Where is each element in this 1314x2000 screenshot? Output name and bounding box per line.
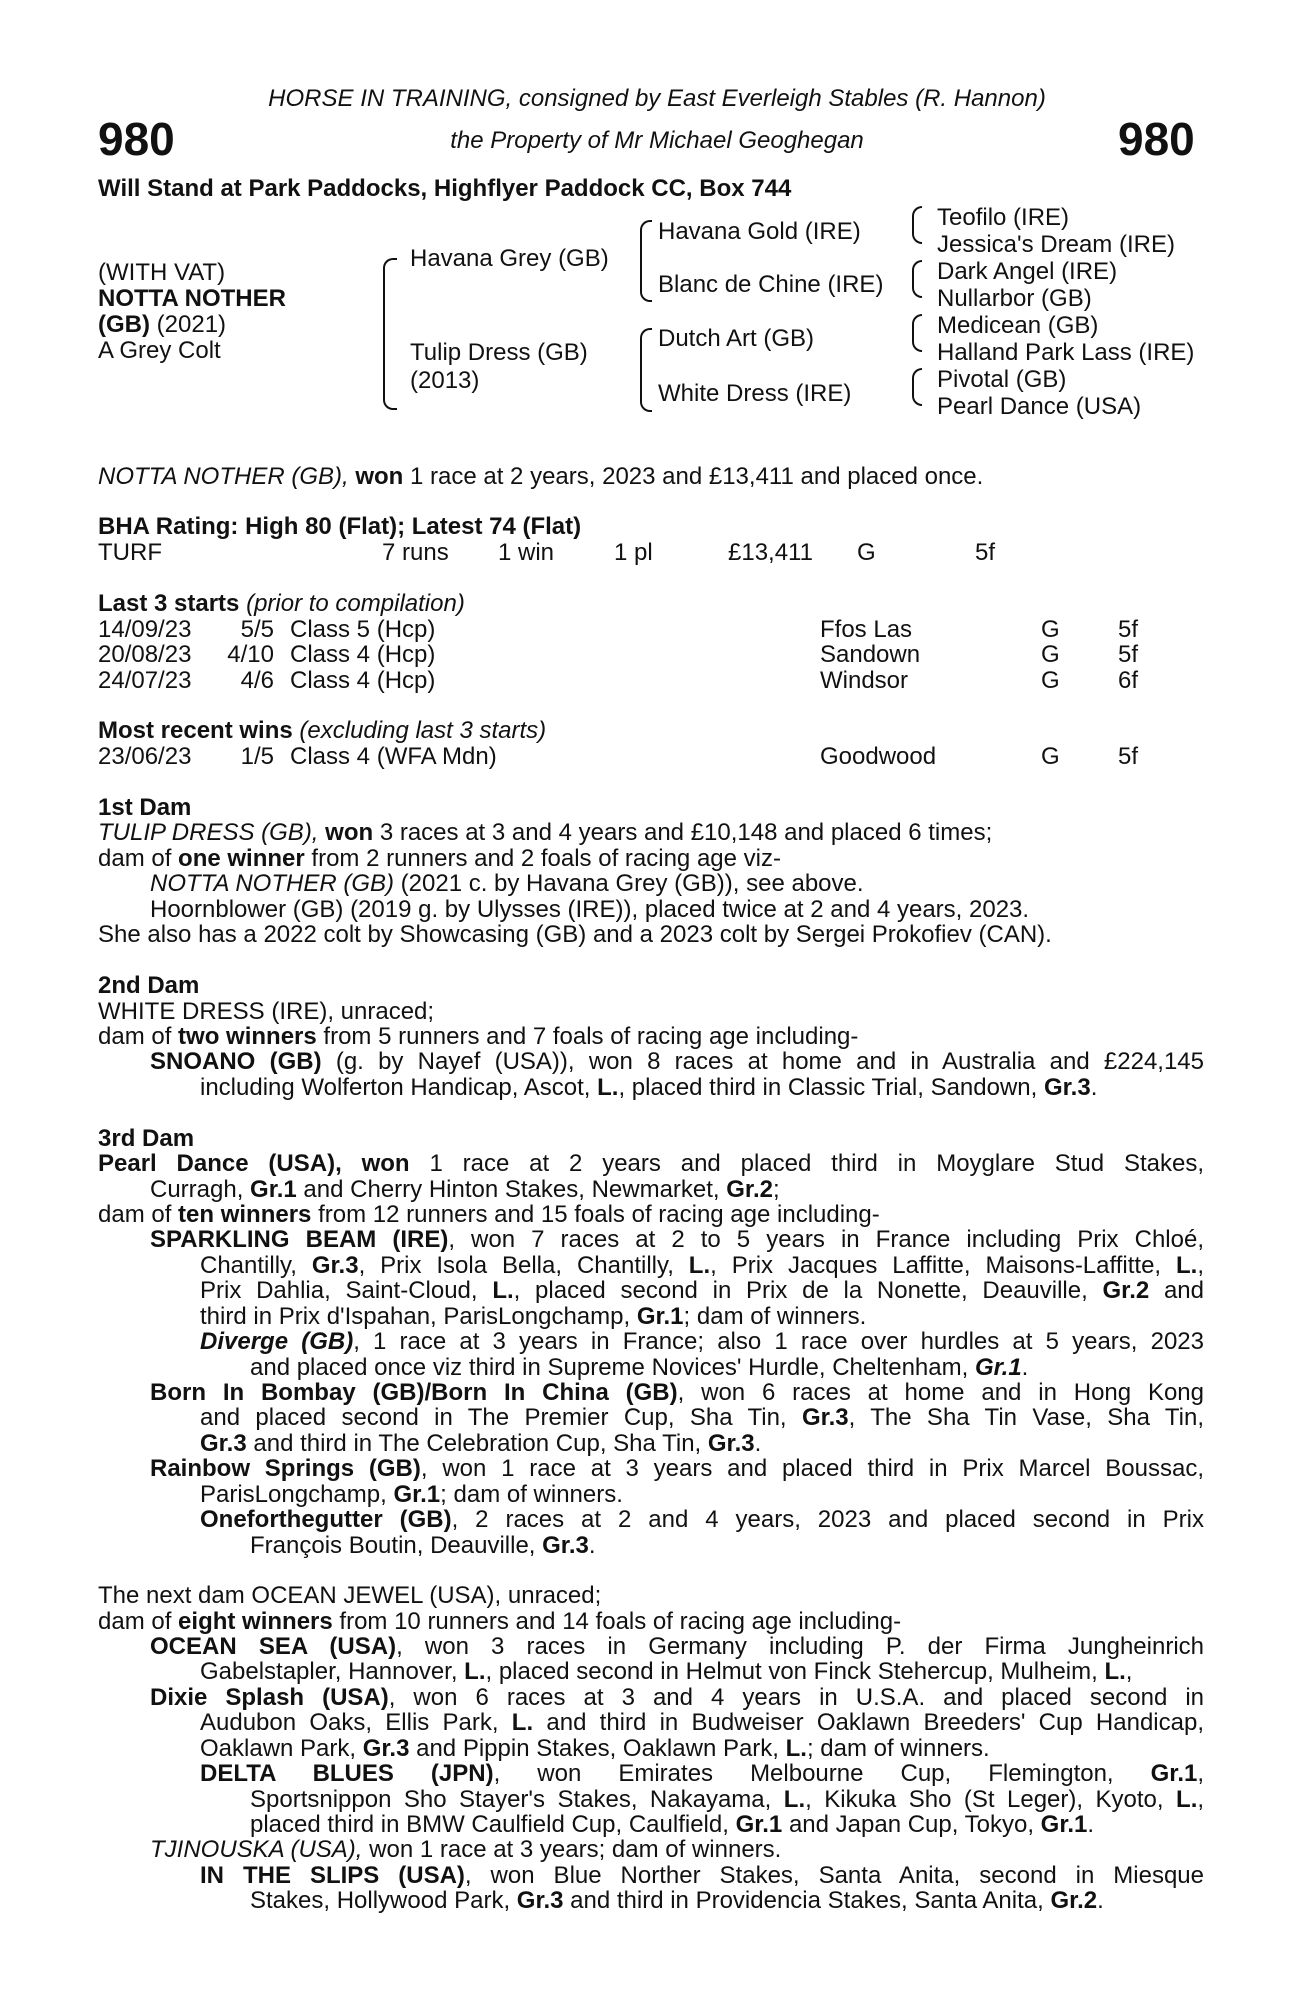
dam2-produce [98, 1024, 858, 1050]
text: placed third in BMW Caulfield Cup, Caulfield, [250, 1811, 729, 1838]
delta-blues-line-1 [200, 1761, 1204, 1787]
born-in-bombay-line-2 [200, 1405, 1204, 1431]
dam1-title: 1st Dam [98, 794, 192, 821]
win-course: Goodwood [820, 743, 937, 770]
pedigree-brace-g1 [912, 206, 922, 244]
start-course: Sandown [820, 641, 921, 668]
text: won 1 race at 3 years; dam of winners. [369, 1836, 782, 1863]
text: and [1163, 1277, 1204, 1304]
bha-rating: BHA Rating: High 80 (Flat); Latest 74 (Flat) [98, 513, 582, 540]
rating-placed: 1 pl [614, 539, 653, 566]
text: , placed second in Prix de la Nonette, Deauville, [513, 1277, 1088, 1304]
win-distance: 5f [1118, 743, 1139, 770]
dam3-winner-count: ten winners [178, 1201, 312, 1228]
dam-year: (2013) [410, 367, 480, 394]
rating-wins: 1 win [498, 539, 555, 566]
text: , [1197, 1252, 1205, 1279]
race-grade: L. [785, 1735, 807, 1762]
recent-note: (excluding last 3 starts) [299, 717, 547, 744]
stand-location: Will Stand at Park Paddocks, Highflyer Paddock CC, Box 744 [98, 175, 792, 202]
rainbow-springs-line-1 [150, 1456, 1204, 1482]
rainbow-springs-line-2 [200, 1482, 623, 1508]
race-grade: Gr.1 [636, 1303, 684, 1330]
next-dam-record: The next dam OCEAN JEWEL (USA), unraced; [98, 1582, 602, 1609]
text: and third in Providencia Stakes, Santa Anita, [570, 1887, 1044, 1914]
last3-heading [98, 591, 465, 617]
ocean-sea-line-2 [200, 1659, 1132, 1685]
offspring-name: Born In Bombay (GB)/Born In China (GB) [150, 1379, 678, 1406]
text: and placed second in The Premier Cup, Sha Tin, [200, 1404, 787, 1431]
text: and third in Budweiser Oaklawn Breeders' Cup Handicap, [546, 1709, 1204, 1736]
dam1-record [98, 820, 992, 846]
dam1-produce-a: dam of [98, 845, 172, 872]
text: . [1021, 1354, 1029, 1381]
dam1-won: won [325, 819, 374, 846]
offspring-name: SNOANO (GB) [150, 1048, 322, 1075]
text: and Japan Cup, Tokyo, [788, 1811, 1034, 1838]
text: ; [772, 1176, 780, 1203]
born-in-bombay-line-3 [200, 1431, 761, 1457]
rating-prize: £13,411 [728, 539, 813, 566]
text: ; dam of winners. [683, 1303, 867, 1330]
delta-blues-line-2 [250, 1787, 1204, 1813]
horse-description: A Grey Colt [98, 337, 221, 364]
race-grade: Gr.1 [393, 1481, 441, 1508]
text: , Prix Isola Bella, Chantilly, [358, 1252, 674, 1279]
text: from 10 runners and 14 foals of racing age including- [339, 1608, 902, 1635]
pedigree-brace-g4 [912, 368, 922, 406]
dam1-name: TULIP DRESS (GB), [98, 819, 319, 846]
win-date: 23/06/23 [98, 743, 192, 770]
start-date: 24/07/23 [98, 667, 192, 694]
race-grade: Gr.3 [801, 1404, 849, 1431]
horse-origin: (GB) [98, 311, 150, 338]
dam2-record: WHITE DRESS (IRE), unraced; [98, 998, 435, 1025]
offspring-details: (g. by Nayef (USA)), won 8 races at home and in Australia and £224,145 [335, 1048, 1205, 1075]
race-grade: Gr.3 [311, 1252, 359, 1279]
horse-year: (2021) [156, 311, 227, 338]
start-going: G [1041, 616, 1060, 643]
start-class: Class 4 (Hcp) [290, 667, 436, 694]
text: Gabelstapler, Hannover, [200, 1658, 458, 1685]
grand-sire-3: Medicean (GB) [937, 312, 1099, 339]
text: , Kikuka Sho (St Leger), Kyoto, [805, 1786, 1164, 1813]
dixie-splash-line-1 [150, 1685, 1204, 1711]
text: , [1125, 1658, 1133, 1685]
start-date: 20/08/23 [98, 641, 192, 668]
dam2-offspring-line-1 [150, 1049, 1204, 1075]
text: Stakes, Hollywood Park, [250, 1887, 511, 1914]
diverge-line-1 [200, 1329, 1204, 1355]
recent-heading [98, 718, 546, 744]
text: third in Prix d'Ispahan, ParisLongchamp, [200, 1303, 631, 1330]
grand-sire-4: Pivotal (GB) [937, 366, 1067, 393]
dam1-produce-c: from 2 runners and 2 foals of racing age viz- [311, 845, 781, 872]
race-grade: Gr.2 [1102, 1277, 1150, 1304]
summary-won: won [355, 463, 404, 490]
race-grade: L. [1176, 1786, 1198, 1813]
summary-horse-name: NOTTA NOTHER (GB), [98, 463, 349, 490]
dam-sire: Dutch Art (GB) [658, 325, 815, 352]
text: , won 6 races at 3 and 4 years in U.S.A. and placed second in [388, 1684, 1205, 1711]
race-grade: Gr.3 [542, 1532, 589, 1559]
text: . [588, 1532, 596, 1559]
horse-name: NOTTA NOTHER [98, 285, 286, 312]
text: Prix Dahlia, Saint-Cloud, [200, 1277, 478, 1304]
lot-number-right: 980 [1118, 113, 1195, 165]
text: Oaklawn Park, [200, 1735, 357, 1762]
race-grade: Gr.3 [1044, 1074, 1091, 1101]
grand-dam-3: Halland Park Lass (IRE) [937, 339, 1195, 366]
text: and placed once viz third in Supreme Novices' Hurdle, Cheltenham, [250, 1354, 969, 1381]
start-class: Class 4 (Hcp) [290, 641, 436, 668]
dam3-name: Pearl Dance (USA), [98, 1150, 342, 1177]
dam3-record-1 [98, 1151, 1204, 1177]
consignment-line: HORSE IN TRAINING, consigned by East Everleigh Stables (R. Hannon) [268, 85, 1046, 112]
dam1-offspring-1 [150, 871, 864, 897]
offspring-name: Dixie Splash (USA) [150, 1684, 389, 1711]
text: including Wolferton Handicap, Ascot, [200, 1074, 591, 1101]
dam3-produce [98, 1202, 880, 1228]
race-grade: Gr.1 [250, 1176, 297, 1203]
start-distance: 5f [1118, 616, 1139, 643]
text: , [1197, 1760, 1205, 1787]
grand-dam-1: Jessica's Dream (IRE) [937, 231, 1175, 258]
next-dam-winner-count: eight winners [178, 1608, 333, 1635]
text: Curragh, [150, 1176, 244, 1203]
text: , 1 race at 3 years in France; also 1 race over hurdles at 5 years, 2023 [353, 1328, 1204, 1355]
oneforthegutter-line-2 [250, 1533, 596, 1559]
start-position: 4/10 [227, 641, 274, 668]
pedigree-brace-sire [640, 220, 652, 302]
offspring-name: DELTA BLUES (JPN) [200, 1760, 494, 1787]
race-grade: Gr.1 [735, 1811, 783, 1838]
race-grade: L. [492, 1277, 514, 1304]
start-course: Windsor [820, 667, 909, 694]
dam2-winner-count: two winners [178, 1023, 317, 1050]
dam2-title: 2nd Dam [98, 972, 200, 999]
dam3-won: won [361, 1150, 410, 1177]
pedigree-brace-g3 [912, 314, 922, 352]
start-position: 5/5 [240, 616, 274, 643]
race-grade: L. [464, 1658, 486, 1685]
tjinouska-line [150, 1837, 781, 1863]
race-grade: Gr.3 [516, 1887, 564, 1914]
text: , won Blue Norther Stakes, Santa Anita, second in Miesque [464, 1862, 1204, 1889]
offspring-name: NOTTA NOTHER (GB) [150, 870, 394, 897]
race-grade: Gr.2 [1050, 1887, 1098, 1914]
start-date: 14/09/23 [98, 616, 192, 643]
race-grade: Gr.3 [362, 1735, 410, 1762]
text: dam of [98, 1608, 172, 1635]
dam2-produce-c: from 5 runners and 7 foals of racing age including- [323, 1023, 859, 1050]
rating-surface: TURF [98, 539, 162, 566]
sire-dam: Blanc de Chine (IRE) [658, 271, 884, 298]
race-grade: L. [597, 1074, 619, 1101]
start-distance: 5f [1118, 641, 1139, 668]
dixie-splash-line-3 [200, 1736, 990, 1762]
last3-note: (prior to compilation) [246, 590, 465, 617]
offspring-name: Oneforthegutter (GB) [200, 1506, 452, 1533]
win-class: Class 4 (WFA Mdn) [290, 743, 497, 770]
dam-dam: White Dress (IRE) [658, 380, 852, 407]
start-distance: 6f [1118, 667, 1139, 694]
text: ; dam of winners. [440, 1481, 623, 1508]
next-dam-produce [98, 1609, 901, 1635]
offspring-name: OCEAN SEA (USA) [150, 1633, 397, 1660]
grand-sire-2: Dark Angel (IRE) [937, 258, 1118, 285]
text: , won 6 races at home and in Hong Kong [677, 1379, 1204, 1406]
text: Chantilly, [200, 1252, 297, 1279]
text: , The Sha Tin Vase, Sha Tin, [848, 1404, 1204, 1431]
race-grade: L. [688, 1252, 711, 1279]
text: and Cherry Hinton Stakes, Newmarket, [303, 1176, 720, 1203]
dam1-record-rest: 3 races at 3 and 4 years and £10,148 and placed 6 times; [379, 819, 993, 846]
dam: Tulip Dress (GB) [410, 339, 588, 366]
start-going: G [1041, 667, 1060, 694]
text: and Pippin Stakes, Oaklawn Park, [416, 1735, 779, 1762]
text: Audubon Oaks, Ellis Park, [200, 1709, 499, 1736]
text: , won Emirates Melbourne Cup, Flemington, [493, 1760, 1114, 1787]
horse-origin-year [98, 312, 226, 338]
sparkling-beam-line-3 [200, 1278, 1204, 1304]
text: . [1090, 1074, 1098, 1101]
dam1-winner-count: one winner [178, 845, 305, 872]
text: , won 3 races in Germany including P. der Firma Jungheinrich [396, 1633, 1205, 1660]
dam2-offspring-line-2 [200, 1075, 1097, 1101]
text: dam of [98, 1201, 172, 1228]
race-grade: L. [1176, 1252, 1198, 1279]
dam2-produce-a: dam of [98, 1023, 172, 1050]
start-position: 4/6 [240, 667, 274, 694]
race-grade: Gr.1 [1040, 1811, 1088, 1838]
dam1-produce [98, 846, 781, 872]
lot-number-left: 980 [98, 113, 175, 165]
text: . [1097, 1887, 1104, 1914]
rating-distance: 5f [975, 539, 996, 566]
offspring-name: TJINOUSKA (USA), [150, 1836, 363, 1863]
text: François Boutin, Deauville, [250, 1532, 536, 1559]
grand-sire-1: Teofilo (IRE) [937, 204, 1070, 231]
delta-blues-line-3 [250, 1812, 1094, 1838]
race-grade: Gr.3 [707, 1430, 755, 1457]
ocean-sea-line-1 [150, 1634, 1204, 1660]
offspring-name: IN THE SLIPS (USA) [200, 1862, 465, 1889]
sparkling-beam-line-1 [150, 1227, 1204, 1253]
text: , placed third in Classic Trial, Sandown, [618, 1074, 1038, 1101]
start-class: Class 5 (Hcp) [290, 616, 436, 643]
pedigree-brace-g2 [912, 260, 922, 298]
in-the-slips-line-1 [200, 1863, 1204, 1889]
in-the-slips-line-2 [250, 1888, 1104, 1914]
rating-runs: 7 runs [382, 539, 449, 566]
win-position: 1/5 [240, 743, 274, 770]
race-grade: L. [783, 1786, 806, 1813]
text: , placed second in Helmut von Finck Stehercup, Mulheim, [485, 1658, 1098, 1685]
text: , won 1 race at 3 years and placed third in Prix Marcel Boussac, [420, 1455, 1204, 1482]
rating-going: G [857, 539, 876, 566]
summary-rest: 1 race at 2 years, 2023 and £13,411 and placed once. [410, 463, 984, 490]
race-grade: L. [511, 1709, 534, 1736]
dam1-offspring-2: Hoornblower (GB) (2019 g. by Ulysses (IRE)), placed twice at 2 and 4 years, 2023. [150, 896, 1030, 923]
text: 1 race at 2 years and placed third in Moyglare Stud Stakes, [429, 1150, 1205, 1177]
text: , 2 races at 2 and 4 years, 2023 and placed second in Prix [451, 1506, 1204, 1533]
born-in-bombay-line-1 [150, 1380, 1204, 1406]
dixie-splash-line-2 [200, 1710, 1204, 1736]
start-going: G [1041, 641, 1060, 668]
offspring-details: (2021 c. by Havana Grey (GB)), see above. [400, 870, 864, 897]
property-line: the Property of Mr Michael Geoghegan [450, 127, 864, 154]
offspring-name: Rainbow Springs (GB) [150, 1455, 421, 1482]
text: and third in The Celebration Cup, Sha Tin, [253, 1430, 702, 1457]
oneforthegutter-line-1 [200, 1507, 1204, 1533]
sparkling-beam-line-2 [200, 1253, 1204, 1279]
text: , Prix Jacques Laffitte, Maisons-Laffitte, [710, 1252, 1162, 1279]
win-going: G [1041, 743, 1060, 770]
race-grade: Gr.1 [974, 1354, 1022, 1381]
text: , won 7 races at 2 to 5 years in France including Prix Chloé, [448, 1226, 1204, 1253]
race-grade: Gr.3 [200, 1430, 247, 1457]
vat-note: (WITH VAT) [98, 259, 226, 286]
race-grade: L. [1104, 1658, 1126, 1685]
text: ; dam of winners. [806, 1735, 990, 1762]
sparkling-beam-line-4 [200, 1304, 866, 1330]
dam3-title: 3rd Dam [98, 1125, 195, 1152]
pedigree-brace-dam [640, 328, 652, 412]
offspring-name: Diverge (GB) [200, 1328, 354, 1355]
text: Sportsnippon Sho Stayer's Stakes, Nakayama, [250, 1786, 772, 1813]
grand-dam-2: Nullarbor (GB) [937, 285, 1092, 312]
grand-dam-4: Pearl Dance (USA) [937, 393, 1142, 420]
text: . [1087, 1811, 1095, 1838]
diverge-line-2 [250, 1355, 1028, 1381]
recent-title: Most recent wins [98, 717, 293, 744]
race-grade: Gr.2 [726, 1176, 773, 1203]
start-course: Ffos Las [820, 616, 913, 643]
dam1-note: She also has a 2022 colt by Showcasing (GB) and a 2023 colt by Sergei Prokofiev (CAN). [98, 921, 1052, 948]
dam3-record-2 [150, 1177, 780, 1203]
offspring-name: SPARKLING BEAM (IRE) [150, 1226, 449, 1253]
race-grade: Gr.1 [1150, 1760, 1198, 1787]
text: from 12 runners and 15 foals of racing age including- [318, 1201, 880, 1228]
last3-title: Last 3 starts [98, 590, 240, 617]
sire-sire: Havana Gold (IRE) [658, 218, 861, 245]
pedigree-brace-main [383, 258, 397, 410]
sire: Havana Grey (GB) [410, 245, 609, 272]
text: , [1197, 1786, 1205, 1813]
race-summary [98, 464, 983, 490]
text: ParisLongchamp, [200, 1481, 387, 1508]
text: . [754, 1430, 762, 1457]
